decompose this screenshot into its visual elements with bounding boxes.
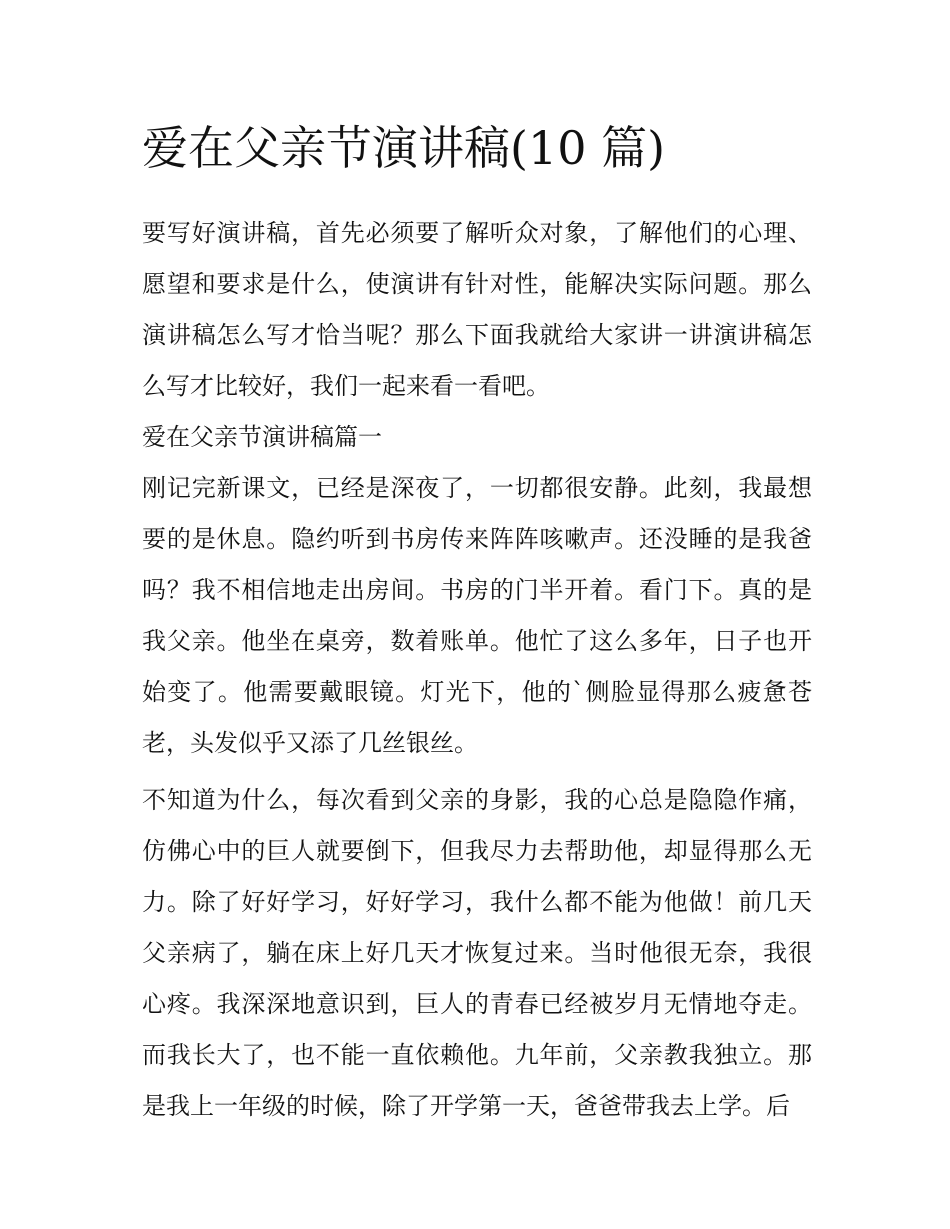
document-page bbox=[142, 112, 812, 1132]
section-heading: 爱在父亲节演讲稿篇一 bbox=[142, 423, 382, 451]
intro-paragraph: 要写好演讲稿，首先必须要了解听众对象，了解他们的心理、愿望和要求是什么，使演讲有针对性，能解决实际问题。那么演讲稿怎么写才恰当呢？那么下面我就给大家讲一讲演讲稿怎么写才比较好，我们一起来看一看吧。 bbox=[142, 219, 812, 400]
document-title: 爱在父亲节演讲稿(10 篇) bbox=[142, 121, 666, 175]
body-paragraph-1: 刚记完新课文，已经是深夜了，一切都很安静。此刻，我最想要的是休息。隐约听到书房传来阵阵咳嗽声。还没睡的是我爸吗？我不相信地走出房间。书房的门半开着。看门下。真的是我父亲。他坐在桌旁，数着账单。他忙了这么多年，日子也开始变了。他需要戴眼镜。灯光下，他的`侧脸显得那么疲惫苍老，头发似乎又添了几丝银丝。 bbox=[142, 474, 812, 757]
body-paragraph-2: 不知道为什么，每次看到父亲的身影，我的心总是隐隐作痛，仿佛心中的巨人就要倒下，但我尽力去帮助他，却显得那么无力。除了好好学习，好好学习，我什么都不能为他做！前几天父亲病了，躺在床上好几天才恢复过来。当时他很无奈，我很心疼。我深深地意识到，巨人的青春已经被岁月无情地夺走。而我长大了，也不能一直依赖他。九年前，父亲教我独立。那是我上一年级的时候，除了开学第一天，爸爸带我去上学。后 bbox=[142, 786, 812, 1120]
